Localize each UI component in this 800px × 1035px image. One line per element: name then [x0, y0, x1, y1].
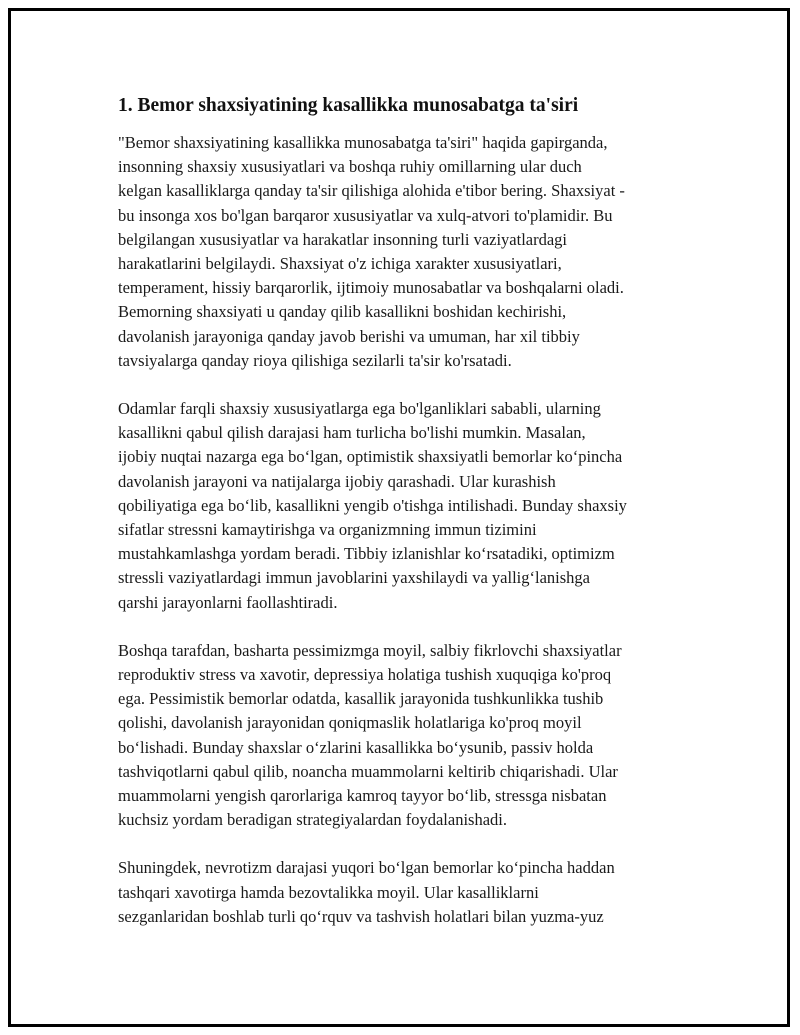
text-line: kuchsiz yordam beradigan strategiyalardan foydalanishadi. — [118, 810, 507, 830]
text-line: reproduktiv stress va xavotir, depressiya holatiga tushish xuquqiga ko'proq — [118, 665, 612, 685]
paragraph-3 — [118, 639, 688, 833]
text-line: sifatlar stressni kamaytirishga va organizmning immun tizimini — [118, 520, 537, 540]
text-line: muammolarni yengish qarorlariga kamroq tayyor bo‘lib, stressga nisbatan — [118, 786, 607, 806]
section-heading: 1. Bemor shaxsiyatining kasallikka munosabatga ta'siri — [118, 95, 579, 116]
text-line: tashviqotlarni qabul qilib, noancha muammolarni keltirib chiqarishadi. Ular — [118, 761, 618, 781]
text-line: Shuningdek, nevrotizm darajasi yuqori bo‘lgan bemorlar ko‘pincha haddan — [118, 858, 615, 878]
document-body — [118, 93, 688, 953]
text-line: Odamlar farqli shaxsiy xususiyatlarga ega bo'lganliklari sababli, ularning — [118, 399, 601, 419]
text-line: bu insonga xos bo'lgan barqaror xususiyatlar va xulq-atvori to'plamidir. Bu — [118, 205, 613, 225]
text-line: kasallikni qabul qilish darajasi ham turlicha bo'lishi mumkin. Masalan, — [118, 423, 586, 443]
text-line: ijobiy nuqtai nazarga ega bo‘lgan, optimistik shaxsiyatli bemorlar ko‘pincha — [118, 447, 623, 467]
paragraph-4 — [118, 856, 688, 929]
text-line: qarshi jarayonlarni faollashtiradi. — [118, 592, 338, 612]
text-line: belgilangan xususiyatlar va harakatlar insonning turli vaziyatlardagi — [118, 229, 568, 249]
text-line: davolanish jarayoni va natijalarga ijobiy qarashadi. Ular kurashish — [118, 471, 556, 491]
text-line: bo‘lishadi. Bunday shaxslar o‘zlarini kasallikka bo‘ysunib, passiv holda — [118, 737, 594, 757]
paragraph-2 — [118, 397, 688, 615]
text-line: harakatlarini belgilaydi. Shaxsiyat o'z ichiga xarakter xususiyatlari, — [118, 254, 562, 274]
text-line: mustahkamlashga yordam beradi. Tibbiy izlanishlar ko‘rsatadiki, optimizm — [118, 544, 615, 564]
text-line: "Bemor shaxsiyatining kasallikka munosabatga ta'siri" haqida gapirganda, — [118, 133, 608, 152]
text-line: tavsiyalarga qanday rioya qilishiga sezilarli ta'sir ko'rsatadi. — [118, 350, 512, 370]
text-line: ega. Pessimistik bemorlar odatda, kasallik jarayonida tushkunlikka tushib — [118, 689, 604, 709]
text-line: insonning shaxsiy xususiyatlari va boshqa ruhiy omillarning ular duch — [118, 157, 582, 177]
text-line: stressli vaziyatlardagi immun javoblarini yaxshilaydi va yallig‘lanishga — [118, 568, 590, 588]
text-line: tashqari xavotirga hamda bezovtalikka moyil. Ular kasalliklarni — [118, 882, 539, 902]
text-line: kelgan kasalliklarga qanday ta'sir qilishiga alohida e'tibor bering. Shaxsiyat - — [118, 181, 625, 201]
text-line: sezganlaridan boshlab turli qo‘rquv va tashvish holatlari bilan yuzma-yuz — [118, 906, 604, 926]
text-line: qobiliyatiga ega bo‘lib, kasallikni yengib o'tishga intilishadi. Bunday shaxsiy — [118, 495, 627, 515]
text-line: qolishi, davolanish jarayonidan qoniqmaslik holatlariga ko'proq moyil — [118, 713, 582, 733]
paragraph-1 — [118, 131, 688, 373]
text-line: Bemorning shaxsiyati u qanday qilib kasallikni boshidan kechirishi, — [118, 302, 567, 322]
text-line: Boshqa tarafdan, basharta pessimizmga moyil, salbiy fikrlovchi shaxsiyatlar — [118, 640, 622, 660]
text-line: temperament, hissiy barqarorlik, ijtimoiy munosabatlar va boshqalarni oladi. — [118, 278, 624, 298]
text-line: davolanish jarayoniga qanday javob berishi va umuman, har xil tibbiy — [118, 326, 580, 346]
